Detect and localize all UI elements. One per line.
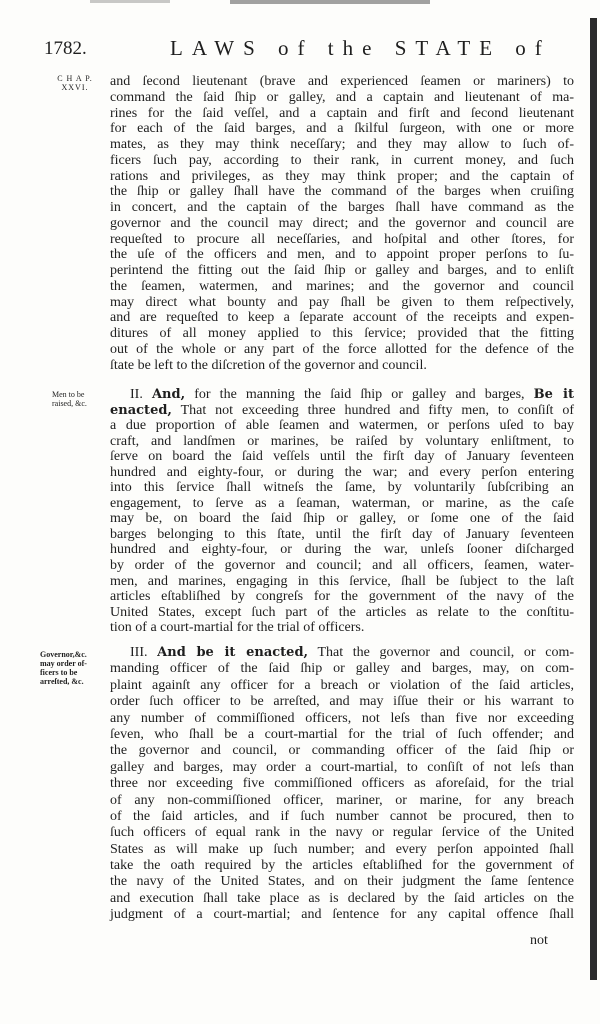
running-title: LAWS of the STATE of (170, 36, 551, 60)
margin-note-men-raised (52, 390, 118, 408)
page-edge-shadow (590, 18, 597, 980)
section-number: II. (130, 387, 143, 402)
paragraph-line: hundred and eighty-four, or during the war, unleſs ſooner diſcharged (110, 542, 574, 558)
paragraph-line: hundred and eighty-four, or during the war; and every perſon entering (110, 464, 574, 480)
paragraph-line: ſtate be left to the diſcretion of the governor and council. (110, 357, 427, 373)
paragraph-line: craft, and landſmen or marines, be raiſed by voluntary enliſtment, to (110, 433, 574, 449)
paragraph-line: ficers ſuch pay, according to their rank, in current money, and ſuch (110, 152, 574, 168)
paragraph-line: men, and marines, engaging in this ſervice, ſhall be ſubject to the laſt (110, 573, 574, 589)
scan-smudge (230, 0, 430, 4)
line-text: for the manning the ſaid ſhip or galley and barges, (194, 387, 525, 402)
paragraph-line: judgment of a court-martial; and ſentence for any capital offence ſhall (110, 907, 574, 923)
paragraph-line: and are requeſted to keep a ſeparate account of the receipts and expen- (110, 310, 574, 326)
paragraph-line (110, 387, 574, 403)
paragraph-line: galley and barges, may order a court-martial, to conſiſt of not leſs than (110, 759, 574, 775)
margin-note-line: arreſted, &c. (40, 677, 84, 686)
margin-note-line: raised, &c. (52, 399, 87, 408)
paragraph-2 (110, 387, 574, 636)
paragraph-line: command the ſaid ſhip or galley, and a captain and lieutenant of ma- (110, 89, 574, 105)
paragraph-line: rines for the ſaid veſſel, and a captain and firſt and ſecond lieutenant (110, 105, 574, 121)
paragraph-3 (110, 645, 574, 924)
margin-note-line: Governor,&c. (40, 650, 87, 659)
blackletter-be-it: Be it (533, 387, 574, 402)
blackletter-enacting-clause: And be it enacted, (157, 645, 309, 660)
paragraph-line: barges belonging to this ſtate, until the firſt day of January ſeventeen (110, 526, 574, 542)
paragraph-line: governor and the council may direct; and the governor and council are (110, 215, 574, 231)
paragraph-1 (110, 74, 574, 373)
margin-note-chapter (50, 74, 100, 92)
paragraph-line (110, 645, 574, 661)
page-year: 1782. (44, 38, 87, 59)
paragraph-line: and execution ſhall take place as is declared by the ſaid articles on the (110, 890, 574, 906)
paragraph-line: out of the whole or any part of the force allotted for the defence of the (110, 341, 574, 357)
paragraph-line: three nor exceeding five commiſſioned officers as aforeſaid, for the trial (110, 776, 574, 792)
paragraph-line: tion of a court-martial for the trial of officers. (110, 620, 365, 636)
paragraph-line: States as will make up ſuch number; and every perſon appointed ſhall (110, 841, 574, 857)
chapter-label: C H A P. (57, 74, 93, 83)
paragraph-line: perintend the fitting out the ſaid ſhip or galley and barges, and to enliſt (110, 263, 574, 278)
blackletter-enacted: enacted, (110, 402, 172, 418)
paragraph-line: ſerve on board the ſaid veſſels until the firſt day of January ſeventeen (110, 449, 574, 465)
paragraph-line: the ſhip or galley ſhall have the command of the barges when cruiſing (110, 184, 574, 200)
paragraph-line: and ſecond lieutenant (brave and experienced ſeamen or mariners) to (110, 74, 574, 89)
paragraph-line: a due proportion of able ſeamen and watermen, or perſons uſed to bay (110, 418, 574, 434)
margin-note-governor (40, 650, 106, 686)
margin-note-line: ficers to be (40, 668, 78, 677)
line-text: That not exceeding three hundred and fifty men, to conſiſt of (180, 402, 575, 418)
paragraph-line: the uſe of the officers and men, and to appoint proper perſons to ſu- (110, 247, 574, 263)
chapter-number: XXVI. (61, 83, 89, 92)
paragraph-line: ſuch officers of equal rank in the navy or regular ſervice of the United (110, 825, 574, 841)
line-text: That the governor and council, or com- (317, 645, 575, 660)
paragraph-line: United States, except ſuch part of the articles as relate to the conſtitu- (110, 604, 574, 620)
paragraph-line: in concert, and the captain of the barges ſhall have command as the (110, 200, 574, 215)
margin-note-line: Men to be (52, 390, 85, 399)
paragraph-line: the ſeamen, watermen, and marines; and the governor and council (110, 278, 574, 294)
paragraph-line: the navy of the United States, and on their judgment the ſame ſentence (110, 874, 574, 890)
paragraph-line: requeſted to procure all neceſſaries, and hoſpital and other ſtores, for (110, 231, 574, 247)
paragraph-line: any number of commiſſioned officers, not leſs than five nor exceeding (110, 710, 574, 726)
paragraph-line: by order of the governor and council; and all officers, ſeamen, water- (110, 558, 574, 574)
margin-note-line: may order of- (40, 659, 87, 668)
paragraph-line: the governor and council, or commanding officer of the ſaid ſhip or (110, 743, 574, 759)
paragraph-line: mates, as they may think neceſſary; and they may allow to ſuch of- (110, 137, 574, 152)
paragraph-line: rations and privileges, as they may think proper; and the captain of (110, 168, 574, 184)
scan-smudge (90, 0, 170, 3)
paragraph-line: plaint againſt any officer for a breach or violation of the ſaid articles, (110, 677, 574, 693)
paragraph-line: may direct what bounty and pay ſhall be given to them reſpectively, (110, 294, 574, 310)
paragraph-line: ditures of all money applied to this ſervice; provided that the fitting (110, 326, 574, 341)
blackletter-and: And, (151, 387, 186, 402)
paragraph-line: into this ſervice ſhall witneſs the ſame, by voluntarily ſubſcribing an (110, 480, 574, 496)
paragraph-line: ſeven, who ſhall be a court-martial for the trial of ſuch offender; and (110, 726, 574, 742)
section-number: III. (130, 645, 148, 660)
paragraph-line (110, 403, 574, 419)
paragraph-line: of the ſaid articles, and if ſuch number cannot be procured, then to (110, 808, 574, 824)
paragraph-line: manding officer of the ſaid ſhip or galley and barges, may, on com- (110, 661, 574, 677)
paragraph-line: take the oath required by the articles eſtabliſhed for the government of (110, 858, 574, 874)
catchword: not (530, 933, 548, 948)
paragraph-line: articles eſtabliſhed by congreſs for the government of the navy of the (110, 589, 574, 605)
paragraph-line: of any non-commiſſioned officer, mariner, or marine, for any breach (110, 792, 574, 808)
paragraph-line: engagement, to ſerve as a ſeaman, waterman, or marine, as the caſe (110, 495, 574, 511)
paragraph-line: for each of the ſaid barges, and a ſkilful ſurgeon, with one or more (110, 121, 574, 137)
paragraph-line: may be, on board the ſaid ſhip or galley, or ſome one of the ſaid (110, 511, 574, 527)
paragraph-line: order ſuch officer to be arreſted, and may iſſue their or his warrant to (110, 694, 574, 710)
